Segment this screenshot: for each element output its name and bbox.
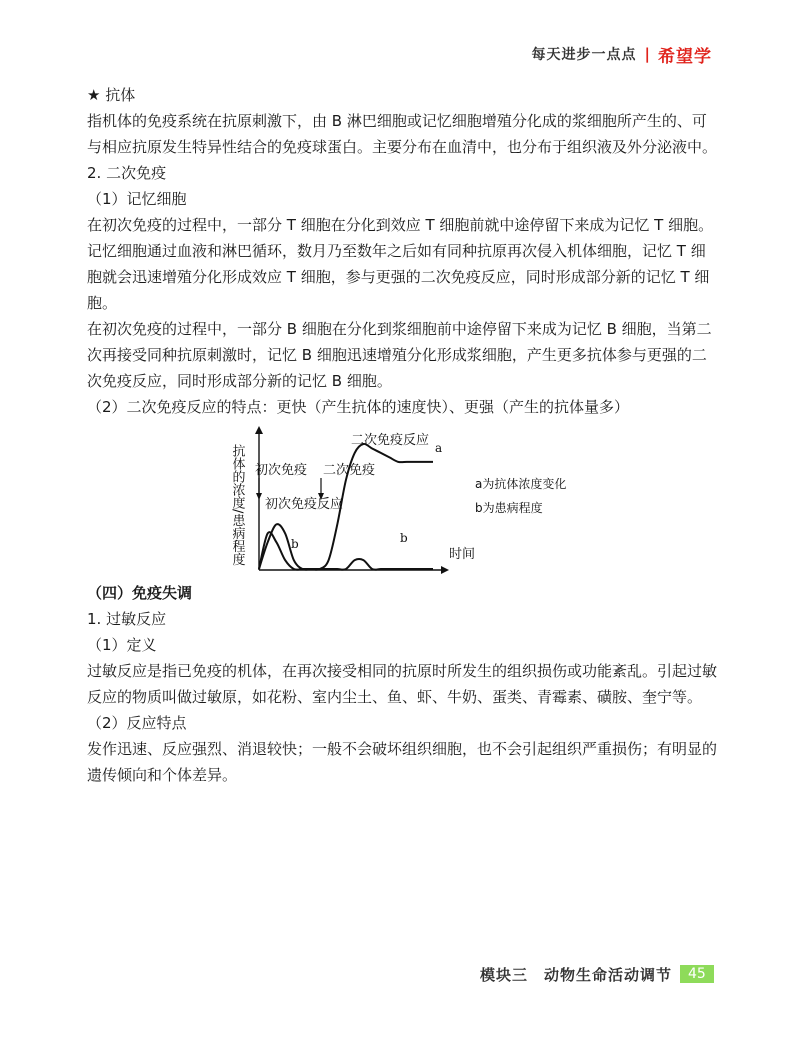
- immune-response-figure: [87, 424, 717, 576]
- header-separator: |: [644, 45, 650, 63]
- allergy-title: 1. 过敏反应: [87, 610, 167, 628]
- features-title: （2）二次免疫反应的特点：更快（产生抗体的速度快）、更强（产生的抗体量多）: [87, 398, 630, 416]
- immune-response-chart: [87, 424, 717, 576]
- definition-paragraph: 过敏反应是指已免疫的机体，在再次接受相同的抗原时所发生的组织损伤或功能紊乱。引起过敏反应的物质叫做过敏原，如花粉、室内尘土、鱼、虾、牛奶、蛋类、青霉素、磺胺、奎宁等。: [87, 662, 718, 706]
- page-number: 45: [680, 965, 714, 983]
- y-axis-arrow: [255, 426, 263, 434]
- x-axis-arrow: [441, 566, 449, 574]
- immune-disorder-title: （四）免疫失调: [87, 584, 193, 602]
- legend-b: b为患病程度: [475, 501, 543, 515]
- secondary-immunity-title: 2. 二次免疫: [87, 164, 167, 182]
- antibody-title: ★ 抗体: [87, 86, 136, 104]
- annotation-secondary-response: 二次免疫反应: [351, 433, 430, 448]
- definition-title: （1）定义: [87, 636, 157, 654]
- memory-t-paragraph: 在初次免疫的过程中，一部分 T 细胞在分化到效应 T 细胞前就中途停留下来成为记忆 T 细胞。记忆细胞通过血液和淋巴循环，数月乃至数年之后如有同种抗原再次侵入机体细胞，记忆 T 细胞就会迅速增殖分化形成效应 T 细胞，参与更强的二次免疫反应，同时形成部分新的记忆 T 细胞。: [87, 216, 714, 312]
- memory-cell-title: （1）记忆细胞: [87, 190, 187, 208]
- page-header: [532, 43, 712, 65]
- label-b-first: b: [291, 537, 299, 551]
- annotation-primary-immunity: 初次免疫: [255, 463, 308, 478]
- label-a: a: [435, 441, 443, 455]
- annotation-secondary-immunity: 二次免疫: [323, 463, 376, 478]
- page-content: [87, 82, 717, 788]
- primary-arrow-head: [256, 493, 262, 500]
- header-slogan: 每天进步一点点: [531, 47, 637, 63]
- x-axis-label: 时间: [449, 547, 476, 562]
- module-title: 模块三 动物生命活动调节: [480, 965, 673, 984]
- antibody-paragraph: 指机体的免疫系统在抗原刺激下，由 B 淋巴细胞或记忆细胞增殖分化成的浆细胞所产生的、可与相应抗原发生特异性结合的免疫球蛋白。主要分布在血清中，也分布于组织液及外分泌液中。: [87, 112, 718, 156]
- legend-a: a为抗体浓度变化: [475, 477, 567, 491]
- annotation-primary-response: 初次免疫反应: [265, 497, 344, 512]
- traits-title: （2）反应特点: [87, 714, 187, 732]
- memory-b-paragraph: 在初次免疫的过程中，一部分 B 细胞在分化到浆细胞前中途停留下来成为记忆 B 细胞，当第二次再接受同种抗原刺激时，记忆 B 细胞迅速增殖分化形成浆细胞，产生更多抗体参与更强的二次免疫反应，同时形成部分新的记忆 B 细胞。: [87, 320, 712, 390]
- brand-logo: 希望学: [658, 46, 712, 67]
- traits-paragraph: 发作迅速、反应强烈、消退较快；一般不会破坏组织细胞，也不会引起组织严重损伤；有明显的遗传倾向和个体差异。: [87, 740, 718, 784]
- y-axis-label: 抗体的浓度/患病程度: [229, 444, 245, 566]
- page-footer: [480, 963, 714, 985]
- label-b-second: b: [400, 531, 408, 545]
